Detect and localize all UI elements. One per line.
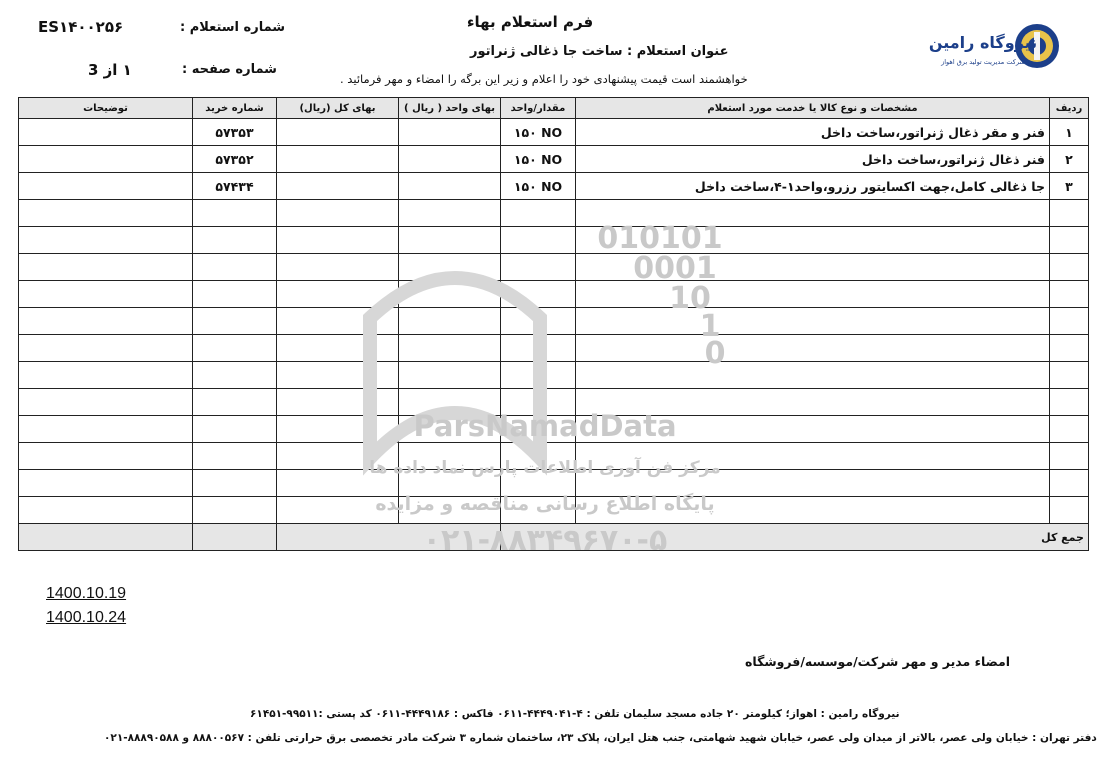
watermark-binary-5: 0 xyxy=(704,336,726,371)
total-row-notes-cell xyxy=(19,524,193,551)
empty-description xyxy=(576,281,1050,308)
row-quantity-number: ۱۵۰ xyxy=(513,178,537,194)
empty-index xyxy=(1050,200,1089,227)
watermark-line-1: مرکز فن آوری اطلاعات پارس نماد داده ها xyxy=(369,458,721,478)
empty-total-price[interactable] xyxy=(277,254,399,281)
row-quantity xyxy=(501,119,576,146)
row-total-price[interactable] xyxy=(277,173,399,200)
page-number-label: شماره صفحه : xyxy=(182,62,277,77)
empty-description xyxy=(576,443,1050,470)
watermark-binary-2: 0001 xyxy=(633,251,717,286)
empty-table-row xyxy=(19,254,1089,281)
request-text: خواهشمند است قیمت پیشنهادی خود را اعلام و زیر این برگه را امضاء و مهر فرمائید . xyxy=(340,72,748,86)
empty-total-price[interactable] xyxy=(277,497,399,524)
empty-quantity xyxy=(501,470,576,497)
empty-purchase-number xyxy=(193,335,277,362)
watermark-brand: ParsNamadData xyxy=(413,409,677,443)
watermark-line-2: پایگاه اطلاع رسانی مناقصه و مزایده xyxy=(375,493,715,515)
empty-unit-price[interactable] xyxy=(399,200,501,227)
empty-unit-price[interactable] xyxy=(399,497,501,524)
header-quantity: مقدار/واحد xyxy=(501,98,576,119)
empty-notes[interactable] xyxy=(19,227,193,254)
row-notes[interactable] xyxy=(19,119,193,146)
total-row-purchase-cell xyxy=(193,524,277,551)
empty-total-price[interactable] xyxy=(277,389,399,416)
empty-purchase-number xyxy=(193,443,277,470)
watermark-phone: ۰۲۱-۸۸۳۴۹۶۷۰-۵ xyxy=(422,523,668,558)
empty-table-row xyxy=(19,200,1089,227)
empty-quantity xyxy=(501,497,576,524)
row-description: فنر و مقر ذغال ژنراتور،ساخت داخل xyxy=(576,119,1050,146)
empty-index xyxy=(1050,335,1089,362)
grand-total[interactable] xyxy=(277,524,501,551)
empty-total-price[interactable] xyxy=(277,362,399,389)
empty-table-row xyxy=(19,362,1089,389)
row-description: فنر ذغال ژنراتور،ساخت داخل xyxy=(576,146,1050,173)
empty-quantity xyxy=(501,254,576,281)
watermark-binary-3: 10 xyxy=(669,281,711,316)
empty-unit-price[interactable] xyxy=(399,281,501,308)
empty-index xyxy=(1050,281,1089,308)
empty-unit-price[interactable] xyxy=(399,227,501,254)
empty-index xyxy=(1050,254,1089,281)
header-description: مشخصات و نوع کالا یا خدمت مورد استعلام xyxy=(576,98,1050,119)
empty-index xyxy=(1050,497,1089,524)
total-label: جمع کل xyxy=(501,524,1089,551)
empty-index xyxy=(1050,470,1089,497)
empty-notes[interactable] xyxy=(19,470,193,497)
row-unit-price[interactable] xyxy=(399,146,501,173)
date-2: 1400.10.24 xyxy=(46,609,127,626)
empty-quantity xyxy=(501,389,576,416)
empty-table-row xyxy=(19,308,1089,335)
header-purchase-number: شماره خرید xyxy=(193,98,277,119)
row-quantity xyxy=(501,146,576,173)
empty-table-row xyxy=(19,281,1089,308)
empty-total-price[interactable] xyxy=(277,281,399,308)
row-total-price[interactable] xyxy=(277,119,399,146)
empty-notes[interactable] xyxy=(19,308,193,335)
header-unit-price: بهای واحد ( ریال ) xyxy=(399,98,501,119)
row-notes[interactable] xyxy=(19,173,193,200)
empty-table-row xyxy=(19,335,1089,362)
empty-quantity xyxy=(501,281,576,308)
row-description: جا ذغالی کامل،جهت اکسایتور رزرو،واحد۱-۴،ساخت داخل xyxy=(576,173,1050,200)
row-unit-price[interactable] xyxy=(399,119,501,146)
empty-total-price[interactable] xyxy=(277,200,399,227)
empty-table-row xyxy=(19,470,1089,497)
date-1: 1400.10.19 xyxy=(46,585,127,602)
row-quantity-unit: NO xyxy=(541,124,563,140)
empty-notes[interactable] xyxy=(19,335,193,362)
empty-index xyxy=(1050,362,1089,389)
empty-purchase-number xyxy=(193,281,277,308)
empty-description xyxy=(576,362,1050,389)
page-number-value: ۱ از 3 xyxy=(88,61,132,79)
empty-total-price[interactable] xyxy=(277,308,399,335)
row-purchase-number: ۵۷۳۵۲ xyxy=(193,146,277,173)
total-row xyxy=(19,524,1089,551)
empty-quantity xyxy=(501,416,576,443)
empty-unit-price[interactable] xyxy=(399,389,501,416)
table-header-row xyxy=(19,98,1089,119)
empty-quantity xyxy=(501,200,576,227)
empty-total-price[interactable] xyxy=(277,443,399,470)
empty-purchase-number xyxy=(193,497,277,524)
empty-table-row xyxy=(19,497,1089,524)
row-quantity-unit: NO xyxy=(541,151,563,167)
empty-unit-price[interactable] xyxy=(399,254,501,281)
row-index: ۲ xyxy=(1050,146,1089,173)
header-index: ردیف xyxy=(1050,98,1089,119)
row-unit-price[interactable] xyxy=(399,173,501,200)
footer-address-plant: نیروگاه رامین : اهواز؛ کیلومتر ۲۰ جاده مسجد سلیمان تلفن : ۴-۴۴۴۹۰۴۱-۰۶۱۱ فاکس : ۴۴۴۹۱۸۶-۰۶۱۱ کد پستی :۹۹۵۱۱-۶۱۴۵۱ xyxy=(250,708,900,720)
empty-unit-price[interactable] xyxy=(399,308,501,335)
watermark-binary-1: 010101 xyxy=(597,221,723,256)
empty-purchase-number xyxy=(193,470,277,497)
empty-description xyxy=(576,200,1050,227)
empty-description xyxy=(576,227,1050,254)
empty-unit-price[interactable] xyxy=(399,470,501,497)
empty-quantity xyxy=(501,443,576,470)
row-quantity-unit: NO xyxy=(541,178,563,194)
empty-quantity xyxy=(501,308,576,335)
empty-index xyxy=(1050,308,1089,335)
empty-description xyxy=(576,470,1050,497)
row-notes[interactable] xyxy=(19,146,193,173)
empty-notes[interactable] xyxy=(19,497,193,524)
empty-description xyxy=(576,416,1050,443)
empty-notes[interactable] xyxy=(19,254,193,281)
header-total-price: بهای کل (ریال) xyxy=(277,98,399,119)
table-row xyxy=(19,173,1089,200)
empty-purchase-number xyxy=(193,362,277,389)
empty-index xyxy=(1050,443,1089,470)
items-table xyxy=(18,97,1089,551)
inquiry-number-label: شماره استعلام : xyxy=(180,20,286,35)
empty-table-row xyxy=(19,443,1089,470)
empty-unit-price[interactable] xyxy=(399,335,501,362)
empty-purchase-number xyxy=(193,200,277,227)
form-title: فرم استعلام بهاء xyxy=(466,13,594,31)
row-quantity-number: ۱۵۰ xyxy=(513,151,537,167)
company-logo xyxy=(925,14,1070,78)
empty-index xyxy=(1050,389,1089,416)
empty-unit-price[interactable] xyxy=(399,362,501,389)
row-quantity xyxy=(501,173,576,200)
empty-purchase-number xyxy=(193,416,277,443)
footer-address-tehran: دفتر تهران : خیابان ولی عصر، بالاتر از میدان ولی عصر، خیابان شهید شهامتی، جنب هتل ایران، پلاک ۲۳، ساختمان شماره ۳ شرکت مادر تخصصی برق حرارتی تلفن : ۸۸۸۰۰۵۶۷ و ۸۸۸۹۰۵۸۸-۰۲۱ xyxy=(104,732,1097,744)
signature-label: امضاء مدیر و مهر شرکت/موسسه/فروشگاه xyxy=(745,654,1011,669)
empty-purchase-number xyxy=(193,254,277,281)
empty-description xyxy=(576,308,1050,335)
row-purchase-number: ۵۷۴۳۴ xyxy=(193,173,277,200)
empty-index xyxy=(1050,227,1089,254)
row-purchase-number: ۵۷۳۵۳ xyxy=(193,119,277,146)
empty-notes[interactable] xyxy=(19,200,193,227)
empty-description xyxy=(576,335,1050,362)
empty-total-price[interactable] xyxy=(277,335,399,362)
inquiry-number-value: ES۱۴۰۰۲۵۶ xyxy=(38,18,124,36)
empty-description xyxy=(576,497,1050,524)
logo-name: نیروگاه رامین xyxy=(928,33,1038,52)
empty-purchase-number xyxy=(193,308,277,335)
empty-index xyxy=(1050,416,1089,443)
empty-notes[interactable] xyxy=(19,389,193,416)
logo-subtitle: شرکت مدیریت تولید برق اهواز xyxy=(941,58,1025,66)
empty-purchase-number xyxy=(193,227,277,254)
empty-notes[interactable] xyxy=(19,362,193,389)
empty-notes[interactable] xyxy=(19,443,193,470)
empty-table-row xyxy=(19,389,1089,416)
row-quantity-number: ۱۵۰ xyxy=(513,124,537,140)
row-total-price[interactable] xyxy=(277,146,399,173)
empty-total-price[interactable] xyxy=(277,416,399,443)
table-row xyxy=(19,146,1089,173)
empty-quantity xyxy=(501,362,576,389)
empty-purchase-number xyxy=(193,389,277,416)
row-index: ۳ xyxy=(1050,173,1089,200)
watermark-binary-4: 1 xyxy=(699,309,721,344)
header-notes: توضیحات xyxy=(19,98,193,119)
inquiry-subject: عنوان استعلام : ساخت جا ذغالی ژنراتور xyxy=(470,44,729,59)
empty-unit-price[interactable] xyxy=(399,416,501,443)
table-row xyxy=(19,119,1089,146)
empty-unit-price[interactable] xyxy=(399,443,501,470)
empty-total-price[interactable] xyxy=(277,470,399,497)
empty-description xyxy=(576,389,1050,416)
empty-notes[interactable] xyxy=(19,281,193,308)
empty-quantity xyxy=(501,335,576,362)
empty-quantity xyxy=(501,227,576,254)
empty-description xyxy=(576,254,1050,281)
empty-total-price[interactable] xyxy=(277,227,399,254)
empty-notes[interactable] xyxy=(19,416,193,443)
empty-table-row xyxy=(19,227,1089,254)
empty-table-row xyxy=(19,416,1089,443)
row-index: ۱ xyxy=(1050,119,1089,146)
